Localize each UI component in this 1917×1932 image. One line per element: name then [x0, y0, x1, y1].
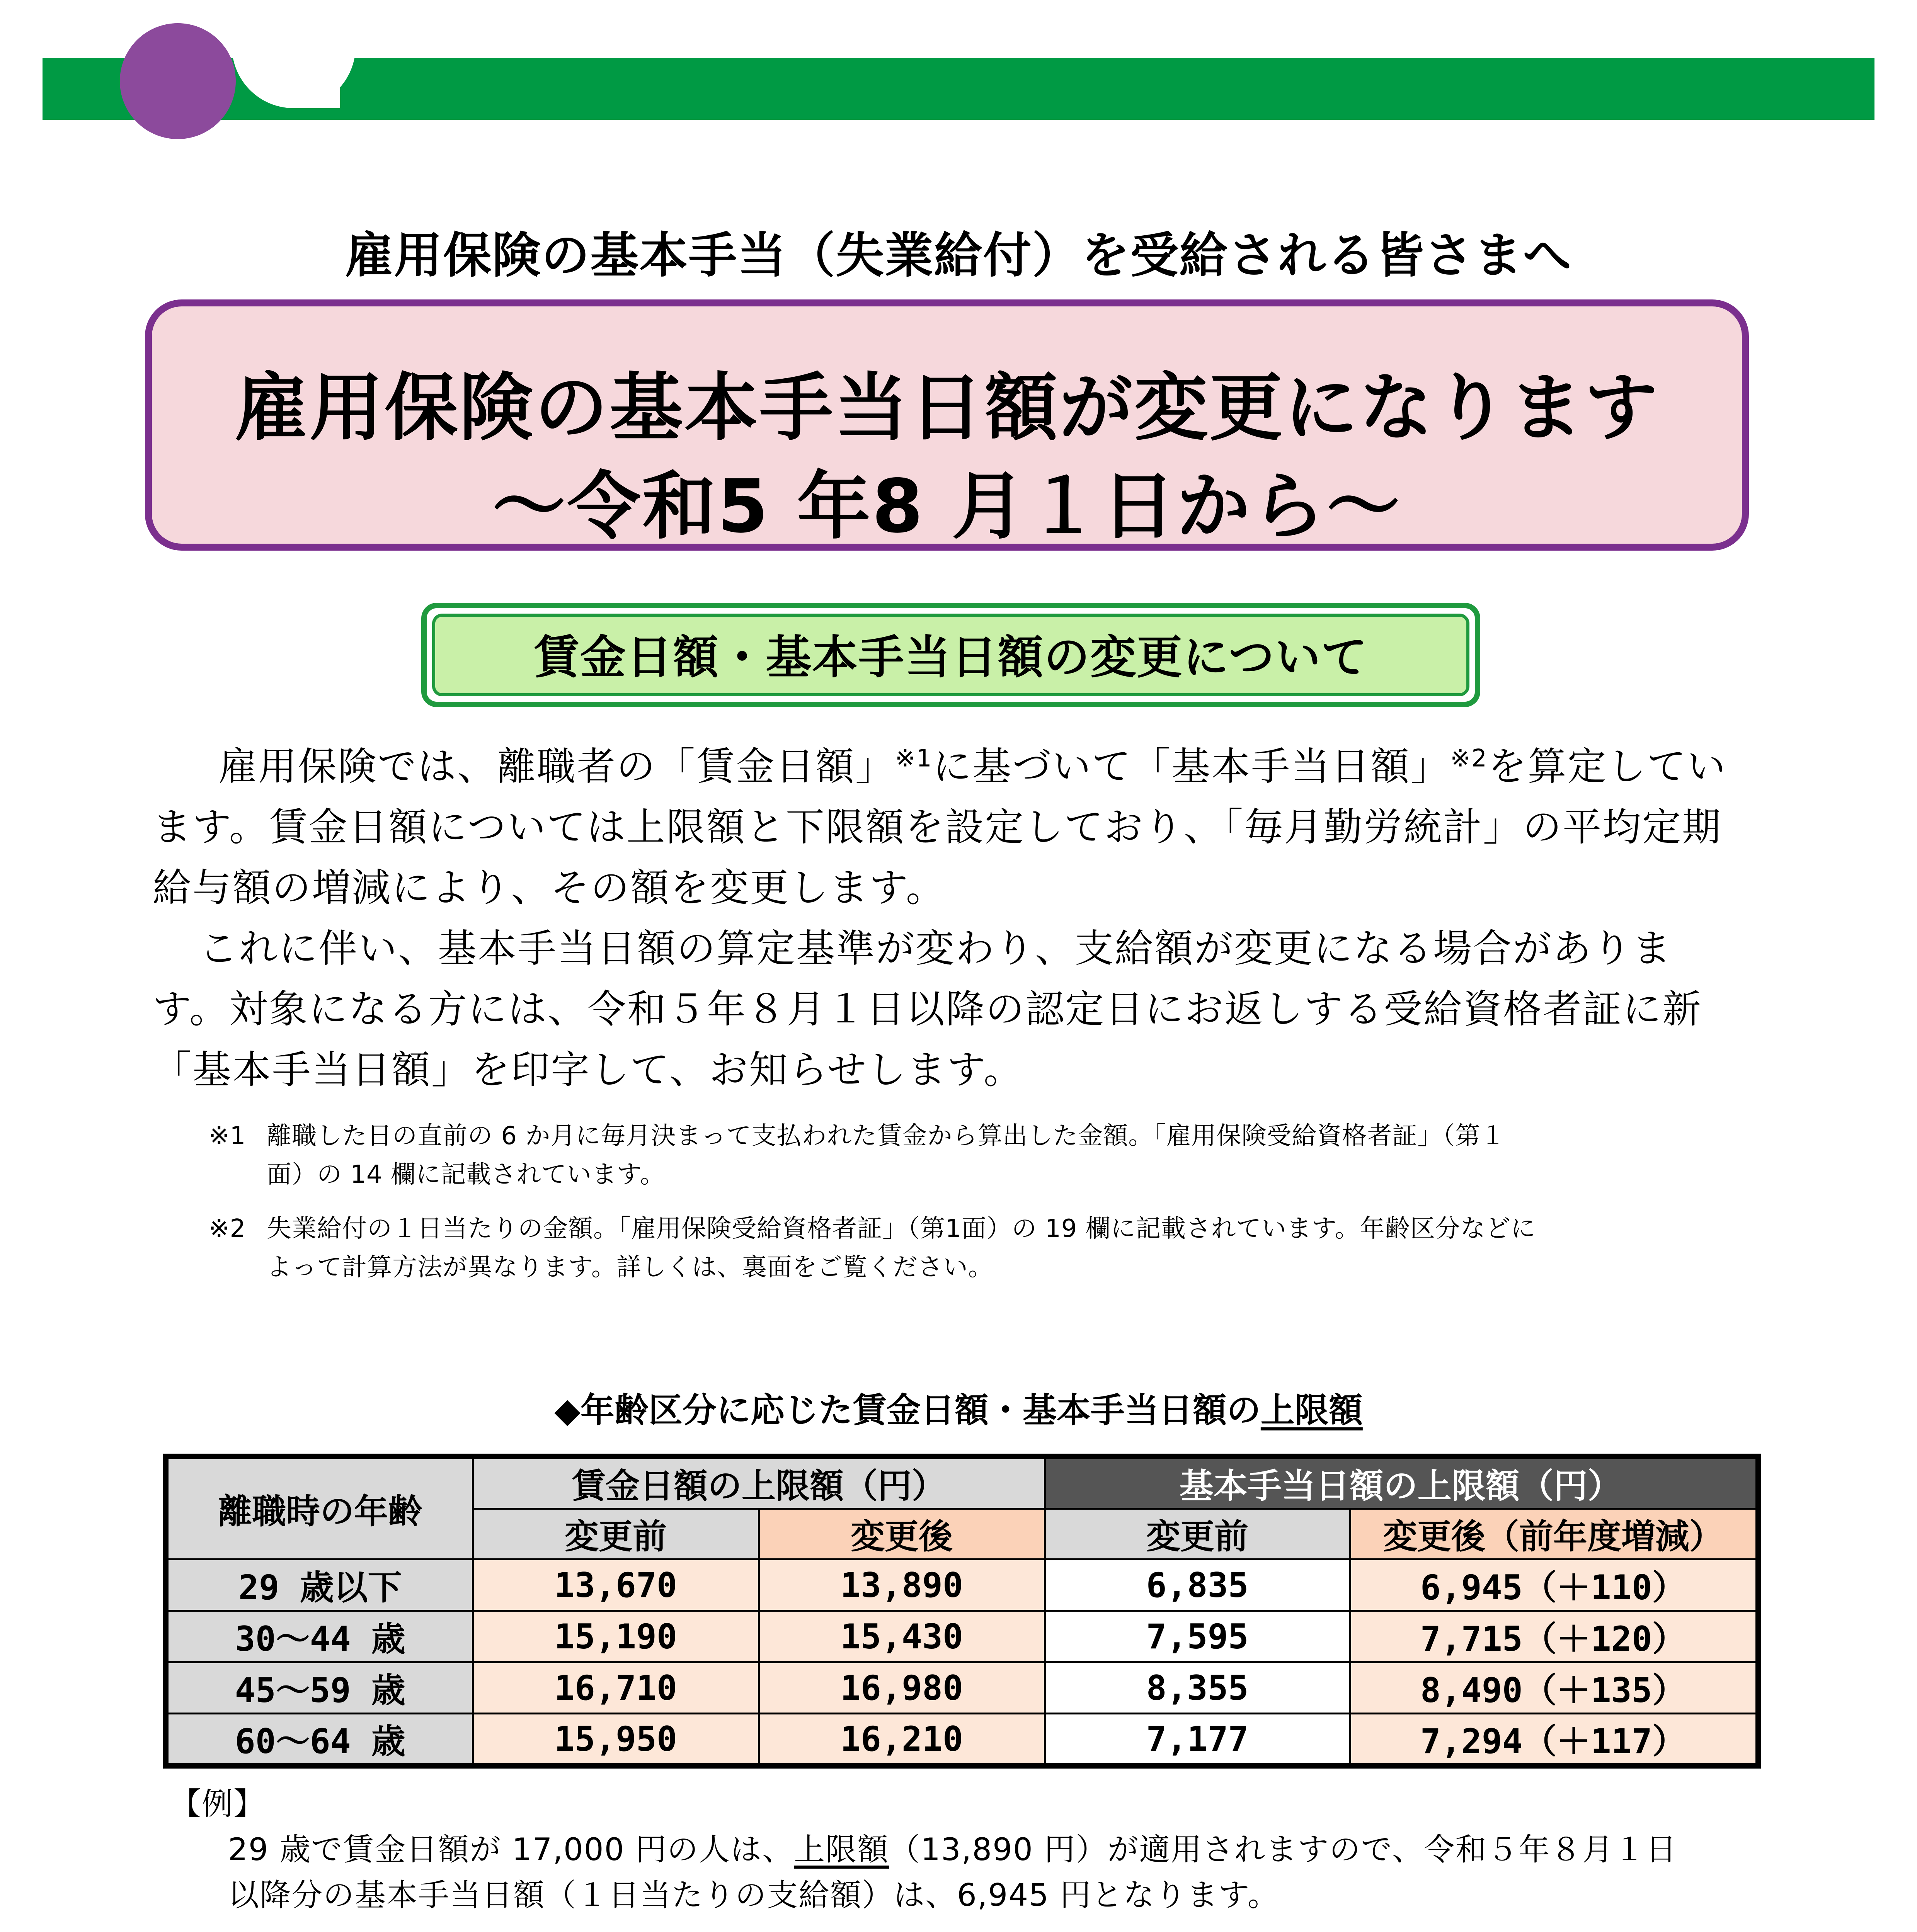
age-cell: 45～59 歳	[166, 1662, 473, 1714]
intro-paragraph-1	[153, 736, 1745, 918]
wage-after-header: 変更後	[759, 1509, 1045, 1560]
table-row	[166, 1560, 1758, 1611]
footnote-mark: ※2	[209, 1214, 246, 1243]
example-text: 29 歳で賃金日額が 17,000 円の人は、	[228, 1832, 794, 1867]
age-cell: 60～64 歳	[166, 1714, 473, 1766]
value-cell: 16,210	[759, 1714, 1045, 1766]
value-cell: 13,890	[759, 1560, 1045, 1611]
footnote-text: よって計算方法が異なります。詳しくは、裏面をご覧ください。	[267, 1253, 993, 1282]
footnote-mark: ※1	[209, 1122, 246, 1150]
footnote-2	[209, 1209, 1747, 1287]
intro-text-a: 雇用保険では、離職者の「賃金日額」	[218, 744, 895, 789]
intro-text-b: に基づいて「基本手当日額」	[933, 744, 1451, 789]
age-cell: 30～44 歳	[166, 1611, 473, 1662]
value-cell: 16,980	[759, 1662, 1045, 1714]
footnote-text: 失業給付の１日当たりの金額。「雇用保険受給資格者証」（第1面）の 19 欄に記載されています。年齢区分などに	[267, 1214, 1536, 1243]
value-cell: 7,715（＋120）	[1350, 1611, 1758, 1662]
upper-title-underlined: 上限額	[1260, 1390, 1363, 1430]
top-purple-circle	[120, 23, 236, 139]
value-cell: 16,710	[473, 1662, 759, 1714]
intro-text-c: を算定しています。賃金日額については上限額と下限額を設定しており、「毎月勤労統計」の平均定期給与額の増減により、その額を変更します。	[153, 744, 1727, 910]
benefit-before-header: 変更前	[1045, 1509, 1350, 1560]
value-cell: 7,294（＋117）	[1350, 1714, 1758, 1766]
top-band-notch-fill	[294, 58, 340, 108]
table-row	[166, 1611, 1758, 1662]
value-cell: 15,950	[473, 1714, 759, 1766]
value-cell: 8,490（＋135）	[1350, 1662, 1758, 1714]
section-heading-box	[421, 603, 1480, 707]
value-cell: 6,945（＋110）	[1350, 1560, 1758, 1611]
value-cell: 7,177	[1045, 1714, 1350, 1766]
document-subtitle: 雇用保険の基本手当（失業給付）を受給される皆さまへ	[345, 228, 1572, 284]
value-cell: 13,670	[473, 1560, 759, 1611]
value-cell: 6,835	[1045, 1560, 1350, 1611]
example-line-2: 以降分の基本手当日額（１日当たりの支給額）は、6,945 円となります。	[228, 1877, 1280, 1913]
example-underlined: 上限額	[794, 1832, 889, 1867]
intro-text	[153, 736, 1745, 1100]
title-line-2: ～令和5 年8 月１日から～	[492, 464, 1402, 549]
upper-title-text: ◆年齢区分に応じた賃金日額・基本手当日額の	[554, 1390, 1261, 1430]
upper-table-title	[0, 1383, 1917, 1432]
footnote-ref-2: ※2	[1450, 744, 1488, 772]
footnote-text: 面）の 14 欄に記載されています。	[267, 1160, 666, 1189]
benefit-limit-header: 基本手当日額の上限額（円）	[1045, 1456, 1758, 1509]
title-line-1: 雇用保険の基本手当日額が変更になります	[234, 365, 1659, 451]
age-cell: 29 歳以下	[166, 1560, 473, 1611]
example-line-1	[170, 1827, 1755, 1872]
value-cell: 8,355	[1045, 1662, 1350, 1714]
value-cell: 15,430	[759, 1611, 1045, 1662]
section-heading: 賃金日額・基本手当日額の変更について	[432, 614, 1469, 696]
wage-before-header: 変更前	[473, 1509, 759, 1560]
table-row	[166, 1714, 1758, 1766]
value-cell: 7,595	[1045, 1611, 1350, 1662]
footnote-text: 離職した日の直前の 6 か月に毎月決まって支払われた賃金から算出した金額。「雇用保険受給資格者証」（第１	[267, 1122, 1506, 1150]
upper-limit-table	[163, 1454, 1761, 1769]
value-cell: 15,190	[473, 1611, 759, 1662]
example-text: （13,890 円）が適用されますので、令和５年８月１日	[889, 1832, 1677, 1867]
example-label: 【例】	[170, 1786, 265, 1822]
footnote-ref-1: ※1	[895, 744, 933, 772]
age-header: 離職時の年齢	[166, 1456, 473, 1560]
footnote-1	[209, 1117, 1747, 1194]
title-box	[145, 299, 1749, 551]
benefit-after-header: 変更後（前年度増減）	[1350, 1509, 1758, 1560]
wage-limit-header: 賃金日額の上限額（円）	[473, 1456, 1045, 1509]
example-block	[170, 1781, 1755, 1918]
intro-paragraph-2: これに伴い、基本手当日額の算定基準が変わり、支給額が変更になる場合があります。対象になる方には、令和５年８月１日以降の認定日にお返しする受給資格者証に新「基本手当日額」を印字して、お知らせします。	[153, 926, 1702, 1092]
table-row	[166, 1662, 1758, 1714]
